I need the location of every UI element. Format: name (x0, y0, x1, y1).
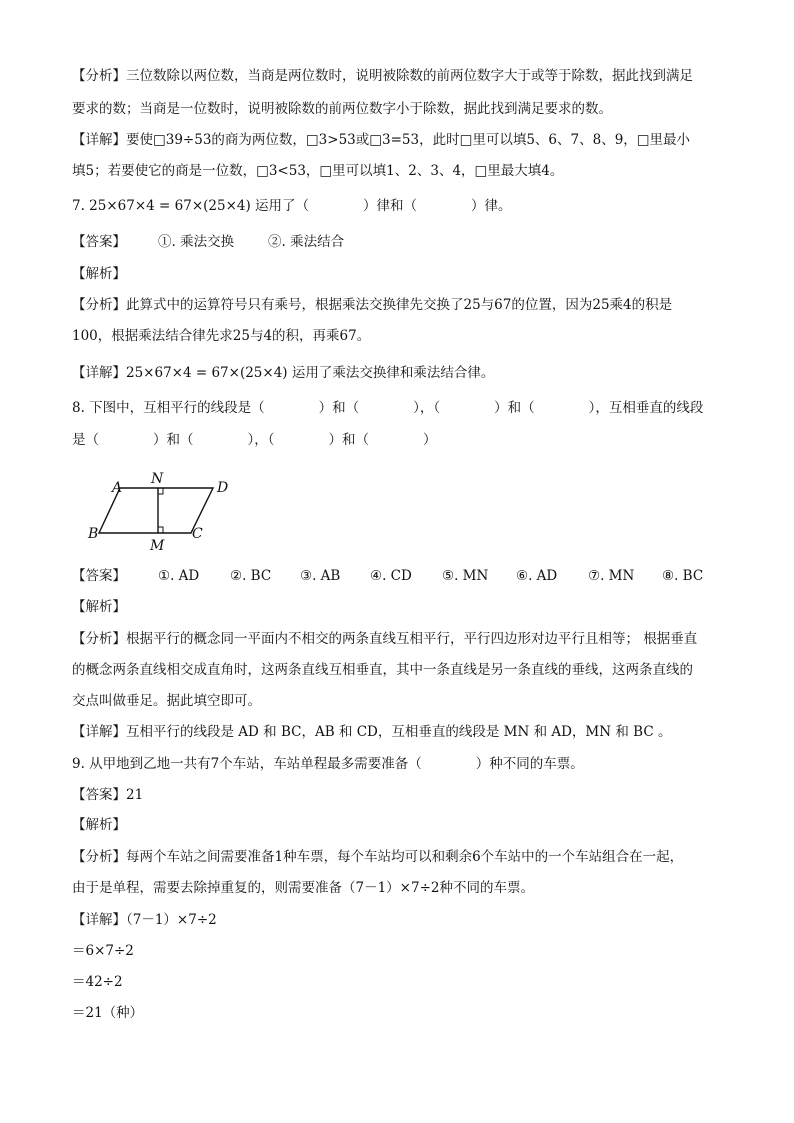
q9-answer: 【答案】21 (72, 787, 144, 803)
q8-answer-4: ④. CD (370, 568, 412, 584)
label-a: A (112, 480, 123, 496)
right-angle-mark-top (158, 488, 163, 494)
q7-question: 7. 25×67×4 = 67×(25×4) 运用了（ ）律和（ ）律。 (72, 198, 512, 214)
q8-answer-3: ③. AB (300, 568, 341, 584)
label-n: N (151, 471, 164, 487)
label-c: C (192, 526, 203, 542)
q7-analysis-line-1: 【分析】此算式中的运算符号只有乘号，根据乘法交换律先交换了25与67的位置，因为25乘4的积是 (72, 297, 673, 313)
q7-jiexi: 【解析】 (72, 266, 126, 282)
q9-detail-line-1: 【详解】（7－1）×7÷2 (72, 912, 217, 928)
q8-answer-8: ⑧. BC (662, 568, 704, 584)
q9-jiexi: 【解析】 (72, 817, 126, 833)
q8-answer-tag: 【答案】 (72, 568, 126, 584)
q8-answer-6: ⑥. AD (516, 568, 558, 584)
q8-answer-7: ⑦. MN (588, 568, 635, 584)
q8-analysis-line-3: 交点叫做垂足。据此填空即可。 (72, 693, 261, 709)
q8-jiexi: 【解析】 (72, 599, 126, 615)
q7-answer-tag: 【答案】 (72, 234, 126, 250)
q7-detail: 【详解】25×67×4 = 67×(25×4) 运用了乘法交换律和乘法结合律。 (72, 365, 495, 381)
right-angle-mark-bottom (158, 527, 163, 533)
label-b: B (88, 526, 99, 542)
q7-answer-1: ①. 乘法交换 (158, 234, 235, 250)
parallelogram-figure (80, 470, 250, 555)
q8-detail: 【详解】互相平行的线段是 AD 和 BC，AB 和 CD，互相垂直的线段是 MN 和 AD，MN 和 BC 。 (72, 724, 672, 740)
q9-analysis-line-2: 由于是单程，需要去除掉重复的，则需要准备（7－1）×7÷2种不同的车票。 (72, 880, 534, 896)
q6-detail-line-2: 填5；若要使它的商是一位数，□3<53，□里可以填1、2、3、4，□里最大填4。 (72, 163, 564, 179)
q8-answer-1: ①. AD (158, 568, 200, 584)
q9-question: 9. 从甲地到乙地一共有7个车站，车站单程最多需要准备（ ）种不同的车票。 (72, 756, 584, 772)
q7-answer-2: ②. 乘法结合 (268, 234, 345, 250)
label-m: M (150, 538, 165, 554)
q9-detail-line-4: ＝21（种） (72, 1005, 144, 1021)
q9-analysis-line-1: 【分析】每两个车站之间需要准备1种车票，每个车站均可以和剩余6个车站中的一个车站组合在一起， (72, 849, 684, 865)
q8-answer-2: ②. BC (230, 568, 272, 584)
label-d: D (217, 480, 229, 496)
q6-analysis-line-2: 要求的数；当商是一位数时，说明被除数的前两位数字小于除数，据此找到满足要求的数。 (72, 101, 612, 117)
q6-detail-line-1: 【详解】要使□39÷53的商为两位数，□3>53或□3=53，此时□里可以填5、6、7、8、9，□里最小 (72, 132, 691, 148)
q9-detail-line-2: ＝6×7÷2 (72, 943, 134, 959)
q9-detail-line-3: ＝42÷2 (72, 974, 123, 990)
q8-question-line-1: 8. 下图中，互相平行的线段是（ ）和（ ），（ ）和（ ），互相垂直的线段 (72, 400, 704, 416)
q7-analysis-line-2: 100，根据乘法结合律先求25与4的积，再乘67。 (72, 328, 371, 344)
q8-analysis-line-2: 的概念两条直线相交成直角时，这两条直线互相垂直，其中一条直线是另一条直线的垂线，这两条直线的 (72, 662, 693, 678)
q8-question-line-2: 是（ ）和（ ），（ ）和（ ） (72, 432, 437, 448)
q6-analysis-line-1: 【分析】三位数除以两位数，当商是两位数时，说明被除数的前两位数字大于或等于除数，据此找到满足 (72, 68, 693, 84)
q8-analysis-line-1: 【分析】根据平行的概念同一平面内不相交的两条直线互相平行，平行四边形对边平行且相等； 根据垂直 (72, 631, 698, 647)
q8-answer-5: ⑤. MN (442, 568, 489, 584)
